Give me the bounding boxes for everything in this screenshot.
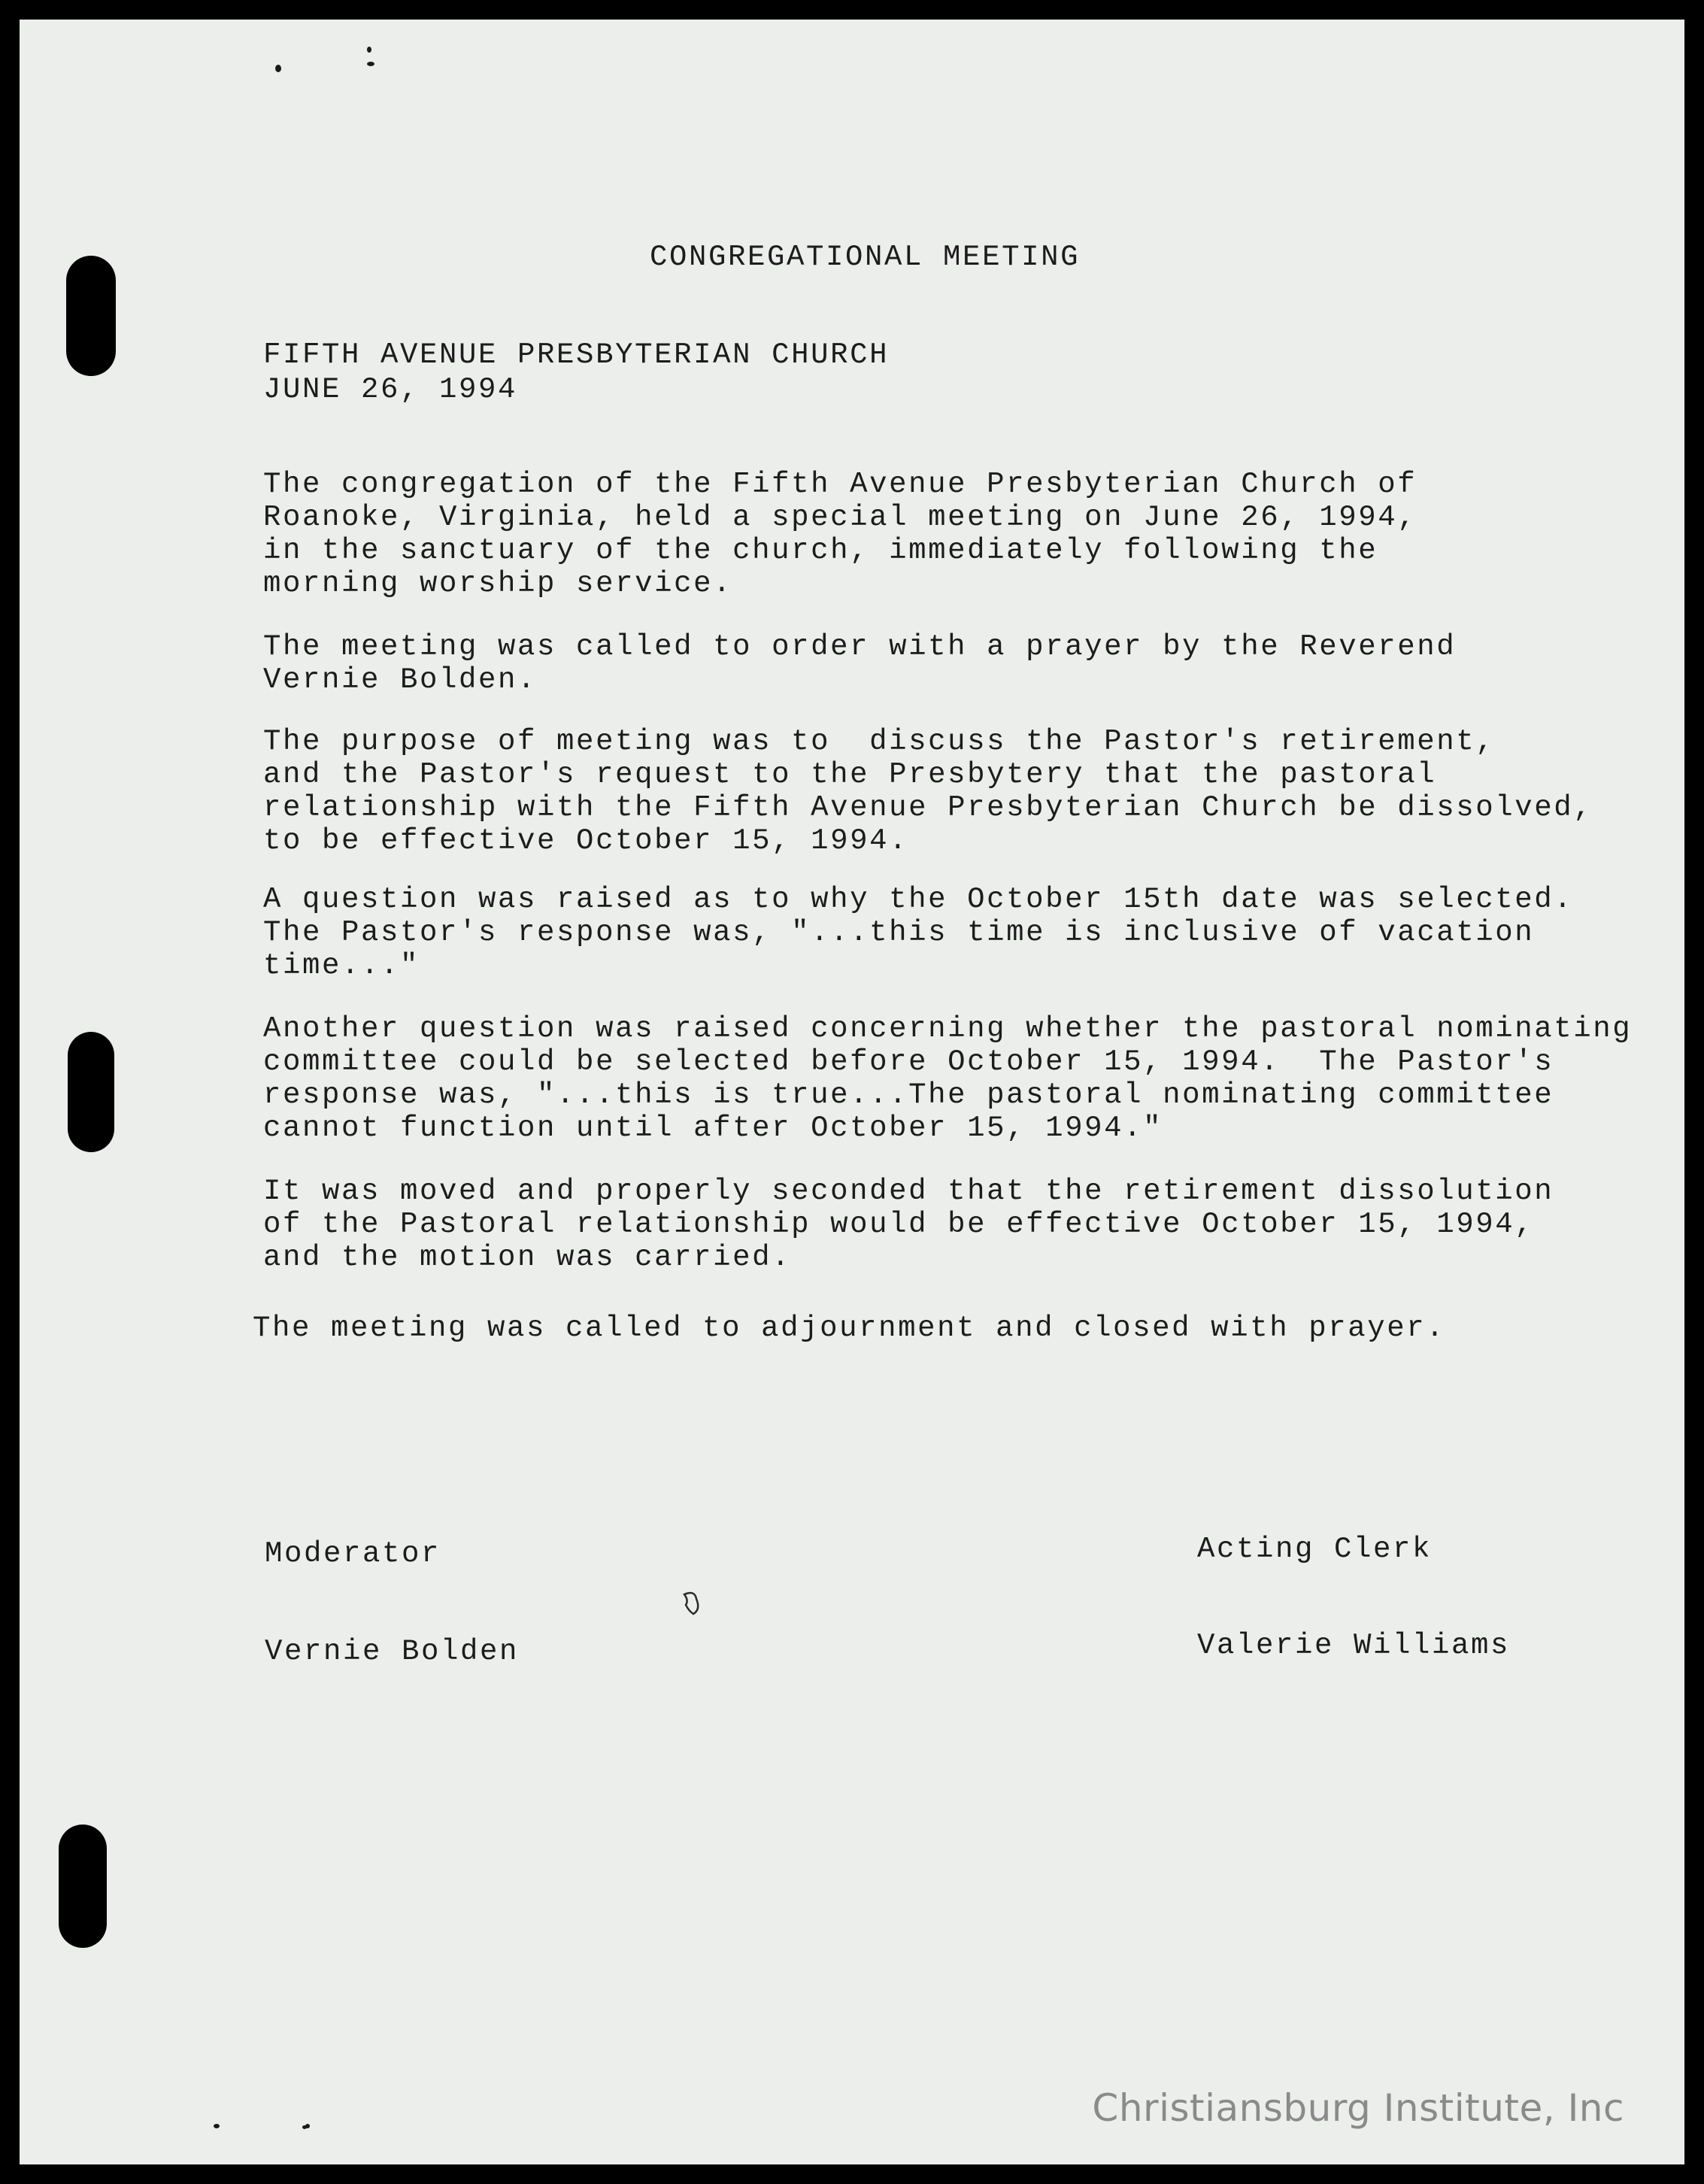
speck-mark (367, 62, 374, 66)
speck-mark (214, 2124, 220, 2128)
document-page (20, 20, 1684, 2164)
acting-clerk-name: Valerie Williams (1197, 1629, 1511, 1662)
binder-hole-middle (68, 1032, 114, 1152)
paragraph-call-to-order: The meeting was called to order with a prayer by the Reverend Vernie Bolden. (263, 630, 1457, 696)
document-title: CONGREGATIONAL MEETING (650, 241, 1081, 274)
paragraph-motion: It was moved and properly seconded that the retirement dissolution of the Pastoral relationship would be effective October 15, 1994, and the motion was carried. (263, 1175, 1554, 1274)
paragraph-congregation: The congregation of the Fifth Avenue Presbyterian Church of Roanoke, Virginia, held a special meeting on June 26, 1994, in the sanctuary of the church, immediately following the morning worship service. (263, 468, 1417, 600)
binder-hole-top (66, 256, 116, 376)
acting-clerk-label: Acting Clerk (1197, 1533, 1433, 1566)
paragraph-purpose: The purpose of meeting was to discuss the Pastor's retirement, and the Pastor's request to the Presbytery that the pastoral relationship with the Fifth Avenue Presbyterian Church be dissolved, to be effective October 15, 1994. (263, 725, 1593, 857)
pen-mark (680, 1588, 707, 1621)
meeting-date: JUNE 26, 1994 (263, 373, 518, 406)
speck-mark (367, 47, 371, 53)
paragraph-adjournment: The meeting was called to adjournment and closed with prayer. (253, 1312, 1446, 1345)
speck-mark (305, 2124, 310, 2128)
moderator-name: Vernie Bolden (265, 1635, 520, 1668)
paragraph-question-committee: Another question was raised concerning whether the pastoral nominating committee could be selected before October 15, 1994. The Pastor's response was, "...this is true...The pastoral nominating committee cannot function until after October 15, 1994." (263, 1012, 1633, 1145)
moderator-label: Moderator (265, 1537, 441, 1570)
church-name: FIFTH AVENUE PRESBYTERIAN CHURCH (263, 338, 890, 372)
binder-hole-bottom (59, 1825, 107, 1948)
speck-mark (275, 65, 281, 72)
watermark: Christiansburg Institute, Inc (1092, 2086, 1624, 2130)
paragraph-question-date: A question was raised as to why the October 15th date was selected. The Pastor's response was, "...this time is inclusive of vacation time..." (263, 883, 1574, 982)
